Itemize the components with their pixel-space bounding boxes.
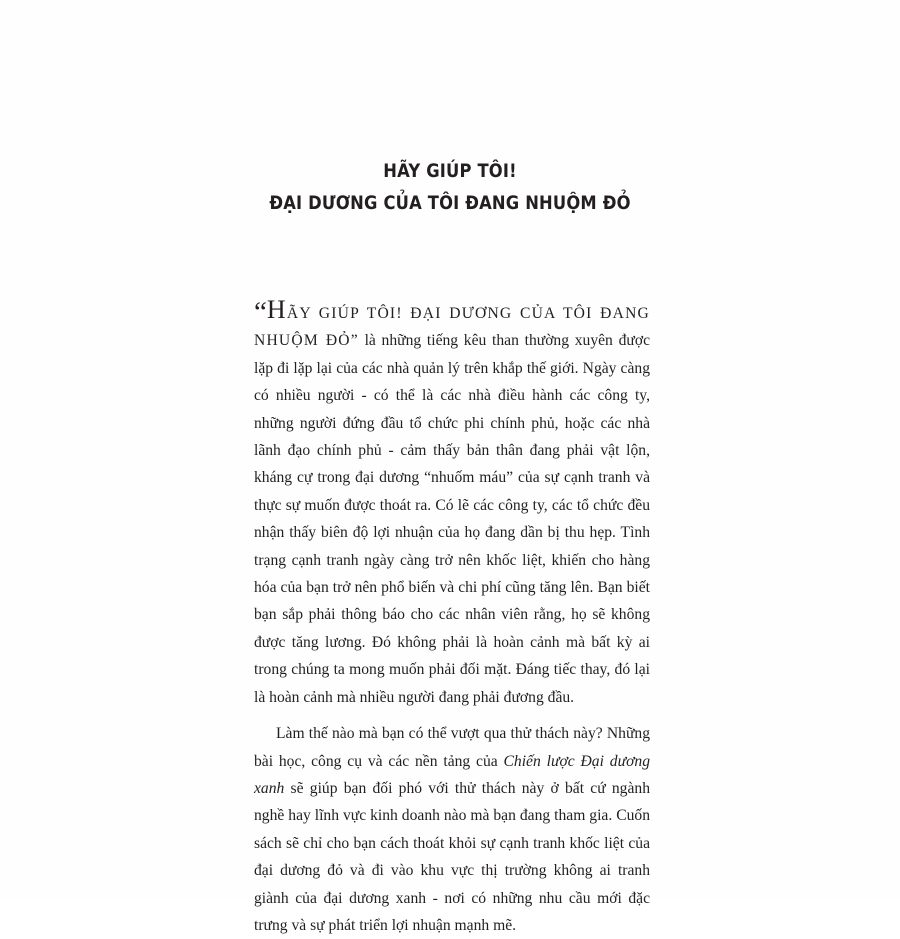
- chapter-title-line-2: ĐẠI DƯƠNG CỦA TÔI ĐANG NHUỘM ĐỎ: [269, 192, 631, 214]
- chapter-title: [63, 155, 837, 219]
- paragraph-1-lead-cap: H: [266, 295, 287, 324]
- paragraph-1-lead-rest: ÃY GIÚP TÔI! ĐẠI DƯƠNG CỦA TÔI ĐANG NHUỘM ĐỎ”: [254, 305, 650, 350]
- paragraph-2-text-after: sẽ giúp bạn đối phó với thử thách này ở bất cứ ngành nghề hay lĩnh vực kinh doanh nào mà bạn đang tham gia. Cuốn sách sẽ chỉ cho bạn cách thoát khỏi sự cạnh tranh khốc liệt của đại dương đỏ và đi vào khu vực thị trường không ai tranh giành của đại dương xanh - nơi có những nhu cầu mới đặc trưng và sự phát triển lợi nhuận mạnh mẽ.: [254, 779, 650, 934]
- paragraph-1-text: là những tiếng kêu than thường xuyên được lặp đi lặp lại của các nhà quản lý trên khắp thế giới. Ngày càng có nhiều người - có thể là các nhà điều hành các công ty, những người đứng đầu tổ chức phi chính phủ, hoặc các nhà lãnh đạo chính phủ - cảm thấy bản thân đang phải vật lộn, kháng cự trong đại dương “nhuốm máu” của sự cạnh tranh và thực sự muốn được thoát ra. Có lẽ các công ty, các tổ chức đều nhận thấy biên độ lợi nhuận của họ đang dần bị thu hẹp. Tình trạng cạnh tranh ngày càng trở nên khốc liệt, khiến cho hàng hóa của bạn trở nên phổ biến và chi phí cũng tăng lên. Bạn biết bạn sắp phải thông báo cho các nhân viên rằng, họ sẽ không được tăng lương. Đó không phải là hoàn cảnh mà bất kỳ ai trong chúng ta mong muốn phải đối mặt. Đáng tiếc thay, đó lại là hoàn cảnh mà nhiều người đang phải đương đầu.: [254, 332, 650, 706]
- opening-quote-mark: “: [254, 296, 267, 328]
- paragraph-2: [254, 720, 650, 939]
- book-title-italic: Chiến lược Đại dương xanh: [254, 752, 650, 797]
- body-text: [254, 295, 650, 939]
- chapter-title-line-1: HÃY GIÚP TÔI!: [383, 160, 517, 182]
- paragraph-1: [254, 295, 650, 711]
- paragraph-2-text-before: Làm thế nào mà bạn có thể vượt qua thử thách này? Những bài học, công cụ và các nền tảng của: [254, 725, 650, 770]
